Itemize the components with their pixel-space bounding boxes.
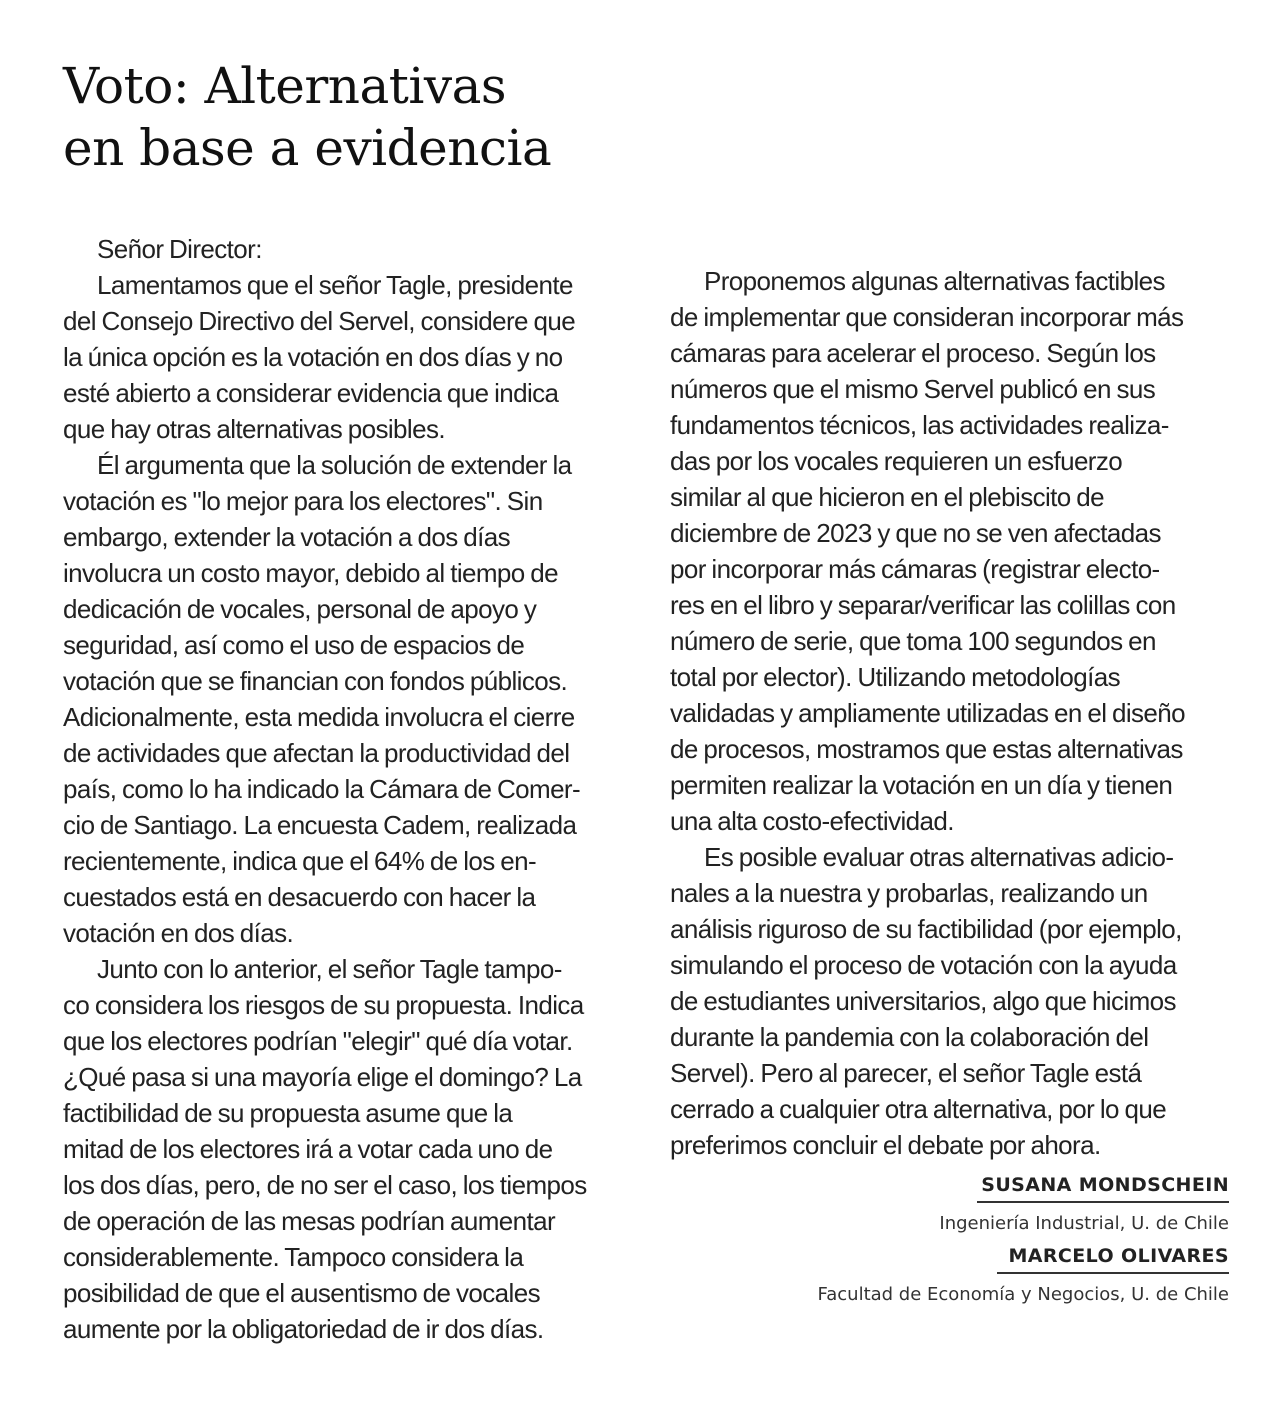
text-line: considerablemente. Tampoco considera la (63, 1242, 524, 1272)
text-line: recientemente, indica que el 64% de los en- (63, 846, 537, 876)
signature-block (818, 1172, 1229, 1308)
text-line: que los electores podrían "elegir" qué día votar. (63, 1026, 573, 1056)
text-line: por incorporar más cámaras (registrar electo- (670, 554, 1160, 584)
text-line: de operación de las mesas podrían aumentar (63, 1206, 556, 1236)
text-line: total por elector). Utilizando metodologías (670, 662, 1121, 692)
text-line: cuestados está en desacuerdo con hacer la (63, 882, 536, 912)
text-line: fundamentos técnicos, las actividades realiza- (670, 410, 1169, 440)
text-line: preferimos concluir el debate por ahora. (670, 1130, 1101, 1160)
text-line: mitad de los electores irá a votar cada uno de (63, 1134, 553, 1164)
text-line: cerrado a cualquier otra alternativa, por lo que (670, 1094, 1167, 1124)
text-line: res en el libro y separar/verificar las colillas con (670, 590, 1176, 620)
text-line: del Consejo Directivo del Servel, considere que (63, 306, 576, 336)
text-line: análisis riguroso de su factibilidad (por ejemplo, (670, 914, 1182, 944)
text-line: durante la pandemia con la colaboración del (670, 1022, 1149, 1052)
text-line: Servel). Pero al parecer, el señor Tagle está (670, 1058, 1142, 1088)
headline-line-2: en base a evidencia (63, 119, 552, 177)
text-line: seguridad, así como el uso de espacios de (63, 630, 525, 660)
headline (63, 55, 551, 179)
text-line: número de serie, que toma 100 segundos en (670, 626, 1156, 656)
text-line: esté abierto a considerar evidencia que indica (63, 378, 559, 408)
text-line: Proponemos algunas alternativas factibles (704, 266, 1165, 296)
text-line: aumente por la obligatoriedad de ir dos días. (63, 1314, 544, 1344)
signer-name-1: SUSANA MONDSCHEIN (981, 1174, 1229, 1196)
text-line: embargo, extender la votación a dos días (63, 522, 510, 552)
text-line: factibilidad de su propuesta asume que la (63, 1098, 513, 1128)
text-line: votación en dos días. (63, 918, 294, 948)
text-line: permiten realizar la votación en un día y tienen (670, 770, 1173, 800)
text-line: de implementar que consideran incorporar más (670, 302, 1184, 332)
text-line: una alta costo-efectividad. (670, 806, 954, 836)
text-line: posibilidad de que el ausentismo de vocales (63, 1278, 540, 1308)
text-line: de procesos, mostramos que estas alternativas (670, 734, 1183, 764)
text-line: la única opción es la votación en dos días y no (63, 342, 563, 372)
text-line: dedicación de vocales, personal de apoyo y (63, 594, 537, 624)
text-line: Es posible evaluar otras alternativas adicio- (704, 842, 1174, 872)
signer-rule-1 (977, 1201, 1229, 1203)
text-line: país, como lo ha indicado la Cámara de Comer- (63, 774, 581, 804)
text-line: involucra un costo mayor, debido al tiempo de (63, 558, 558, 588)
text-line: votación que se financian con fondos públicos. (63, 666, 568, 696)
text-line: nales a la nuestra y probarlas, realizando un (670, 878, 1148, 908)
text-line: co considera los riesgos de su propuesta. Indica (63, 990, 584, 1020)
text-line: Adicionalmente, esta medida involucra el cierre (63, 702, 575, 732)
signer-affiliation-2: Facultad de Economía y Negocios, U. de Chile (817, 1284, 1229, 1305)
text-line: de estudiantes universitarios, algo que hicimos (670, 986, 1176, 1016)
text-line: números que el mismo Servel publicó en sus (670, 374, 1156, 404)
text-line: votación es "lo mejor para los electores". Sin (63, 486, 543, 516)
text-line: das por los vocales requieren un esfuerzo (670, 446, 1123, 476)
text-line: Lamentamos que el señor Tagle, presidente (97, 270, 573, 300)
signer-rule-2 (997, 1272, 1229, 1274)
signer-name-2: MARCELO OLIVARES (1008, 1245, 1229, 1267)
text-line: Junto con lo anterior, el señor Tagle tampo- (97, 954, 562, 984)
text-line: validadas y ampliamente utilizadas en el diseño (670, 698, 1186, 728)
text-line: de actividades que afectan la productividad del (63, 738, 570, 768)
text-line: diciembre de 2023 y que no se ven afectadas (670, 518, 1161, 548)
letter-column-left (63, 231, 623, 1347)
text-line: que hay otras alternativas posibles. (63, 414, 445, 444)
text-line: los dos días, pero, de no ser el caso, los tiempos (63, 1170, 587, 1200)
text-line: ¿Qué pasa si una mayoría elige el domingo? La (63, 1062, 582, 1092)
signer-affiliation-1: Ingeniería Industrial, U. de Chile (939, 1213, 1229, 1234)
text-line: similar al que hicieron en el plebiscito de (670, 482, 1105, 512)
text-line: cámaras para acelerar el proceso. Según los (670, 338, 1156, 368)
headline-line-1: Voto: Alternativas (63, 57, 507, 115)
text-line: cio de Santiago. La encuesta Cadem, realizada (63, 810, 577, 840)
letter-column-right (670, 263, 1230, 1163)
text-line: Señor Director: (97, 234, 262, 264)
text-line: simulando el proceso de votación con la ayuda (670, 950, 1177, 980)
text-line: Él argumenta que la solución de extender la (97, 450, 572, 480)
